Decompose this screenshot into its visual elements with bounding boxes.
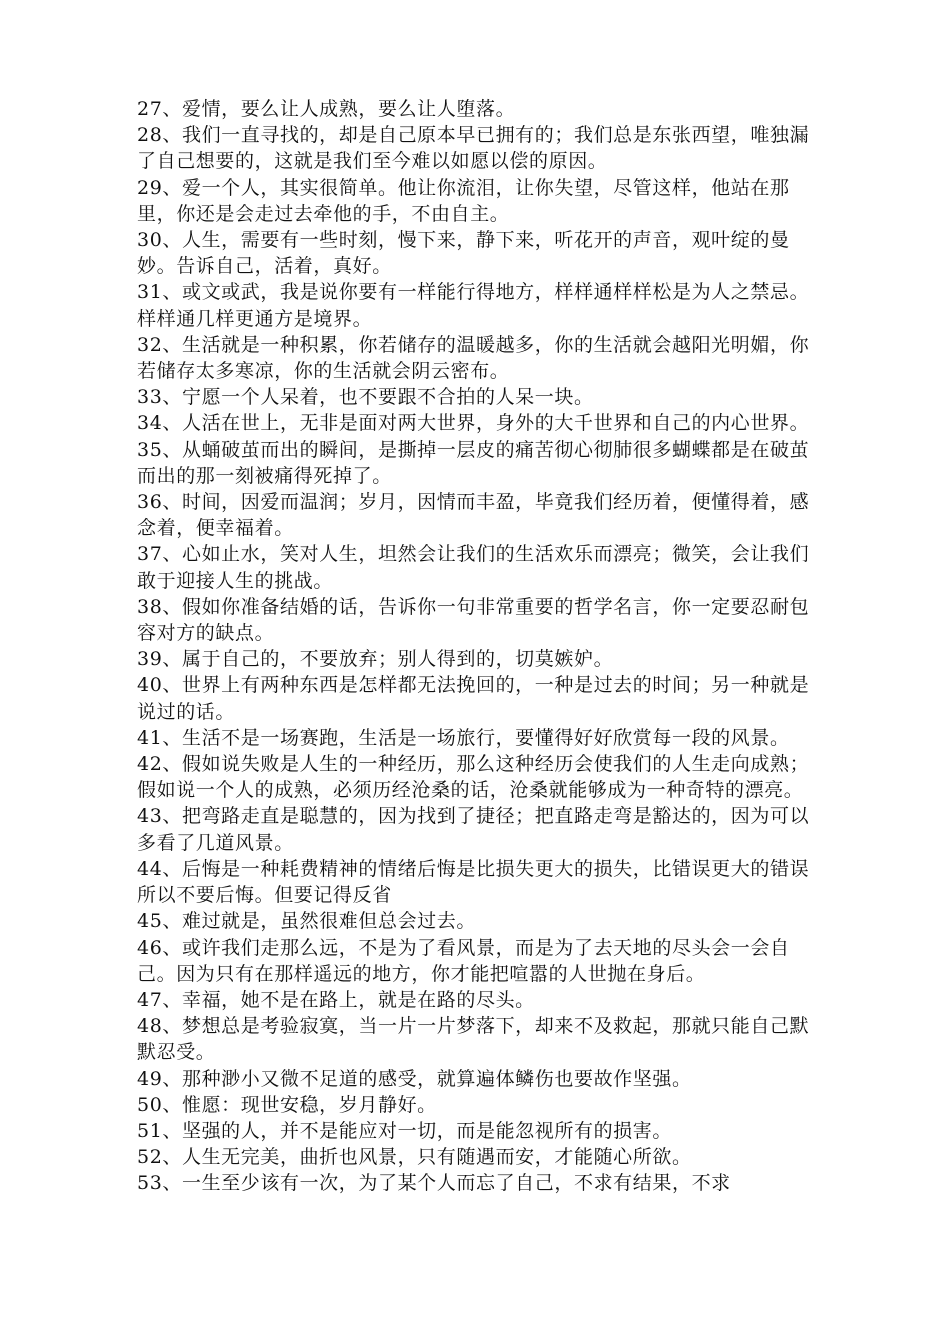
- quote-paragraph-31: 31、或文或武，我是说你要有一样能行得地方，样样通样样松是为人之禁忌。样样通几样更通方是境界。: [137, 281, 810, 330]
- quote-paragraph-37: 37、心如止水，笑对人生，坦然会让我们的生活欢乐而漂亮；微笑，会让我们敢于迎接人生的挑战。: [137, 543, 810, 592]
- quote-paragraph-36: 36、时间，因爱而温润；岁月，因情而丰盈，毕竟我们经历着，便懂得着，感念着，便幸福着。: [137, 491, 810, 540]
- quote-paragraph-30: 30、人生，需要有一些时刻，慢下来，静下来，听花开的声音，观叶绽的曼妙。告诉自己，活着，真好。: [137, 229, 790, 278]
- quote-paragraph-39: 39、属于自己的，不要放弃；别人得到的，切莫嫉妒。: [137, 648, 614, 671]
- quote-paragraph-34: 34、人活在世上，无非是面对两大世界，身外的大千世界和自己的内心世界。: [137, 412, 810, 435]
- quote-paragraph-40: 40、世界上有两种东西是怎样都无法挽回的，一种是过去的时间；另一种就是说过的话。: [137, 674, 810, 723]
- quote-paragraph-53: 53、一生至少该有一次，为了某个人而忘了自己，不求有结果，不求: [137, 1172, 731, 1195]
- quote-paragraph-52: 52、人生无完美，曲折也风景，只有随遇而安，才能随心所欲。: [137, 1146, 692, 1169]
- quote-paragraph-38: 38、假如你准备结婚的话，告诉你一句非常重要的哲学名言，你一定要忍耐包容对方的缺点。: [137, 595, 810, 645]
- quote-paragraph-46: 46、或许我们走那么远，不是为了看风景，而是为了去天地的尽头会一会自己。因为只有在那样遥远的地方，你才能把喧嚣的人世抛在身后。: [137, 936, 790, 985]
- quote-paragraph-45: 45、难过就是，虽然很难但总会过去。: [137, 910, 476, 933]
- quote-paragraph-43: 43、把弯路走直是聪慧的，因为找到了捷径；把直路走弯是豁达的，因为可以多看了几道风景。: [137, 805, 810, 854]
- quote-paragraph-32: 32、生活就是一种积累，你若储存的温暖越多，你的生活就会越阳光明媚，你若储存太多寒凉，你的生活就会阴云密布。: [137, 333, 810, 383]
- quote-paragraph-35: 35、从蛹破茧而出的瞬间，是撕掉一层皮的痛苦彻心彻肺很多蝴蝶都是在破茧而出的那一刻被痛得死掉了。: [137, 438, 810, 487]
- document-body: [137, 96, 827, 1197]
- quote-paragraph-29: 29、爱一个人，其实很简单。他让你流泪，让你失望，尽管这样，他站在那里，你还是会走过去牵他的手，不由自主。: [137, 176, 790, 225]
- quote-paragraph-50: 50、惟愿：现世安稳，岁月静好。: [137, 1093, 437, 1116]
- quote-paragraph-42: 42、假如说失败是人生的一种经历，那么这种经历会使我们的人生走向成熟；假如说一个人的成熟，必须历经沧桑的话，沧桑就能够成为一种奇特的漂亮。: [137, 753, 810, 802]
- quote-paragraph-44: 44、后悔是一种耗费精神的情绪后悔是比损失更大的损失，比错误更大的错误所以不要后悔。但要记得反省: [137, 857, 810, 907]
- quote-paragraph-49: 49、那种渺小又微不足道的感受，就算遍体鳞伤也要故作坚强。: [137, 1067, 692, 1090]
- quote-paragraph-28: 28、我们一直寻找的，却是自己原本早已拥有的；我们总是东张西望，唯独漏了自己想要的，这就是我们至今难以如愿以偿的原因。: [137, 124, 810, 173]
- quote-paragraph-27: 27、爱情，要么让人成熟，要么让人堕落。: [137, 98, 516, 120]
- quote-paragraph-51: 51、坚强的人，并不是能应对一切，而是能忽视所有的损害。: [137, 1119, 672, 1142]
- quote-paragraph-48: 48、梦想总是考验寂寞，当一片一片梦落下，却来不及救起，那就只能自己默默忍受。: [137, 1015, 810, 1064]
- quote-paragraph-33: 33、宁愿一个人呆着，也不要跟不合拍的人呆一块。: [137, 386, 594, 409]
- quote-paragraph-41: 41、生活不是一场赛跑，生活是一场旅行，要懂得好好欣赏每一段的风景。: [137, 726, 790, 749]
- quote-paragraph-47: 47、幸福，她不是在路上，就是在路的尽头。: [137, 988, 535, 1011]
